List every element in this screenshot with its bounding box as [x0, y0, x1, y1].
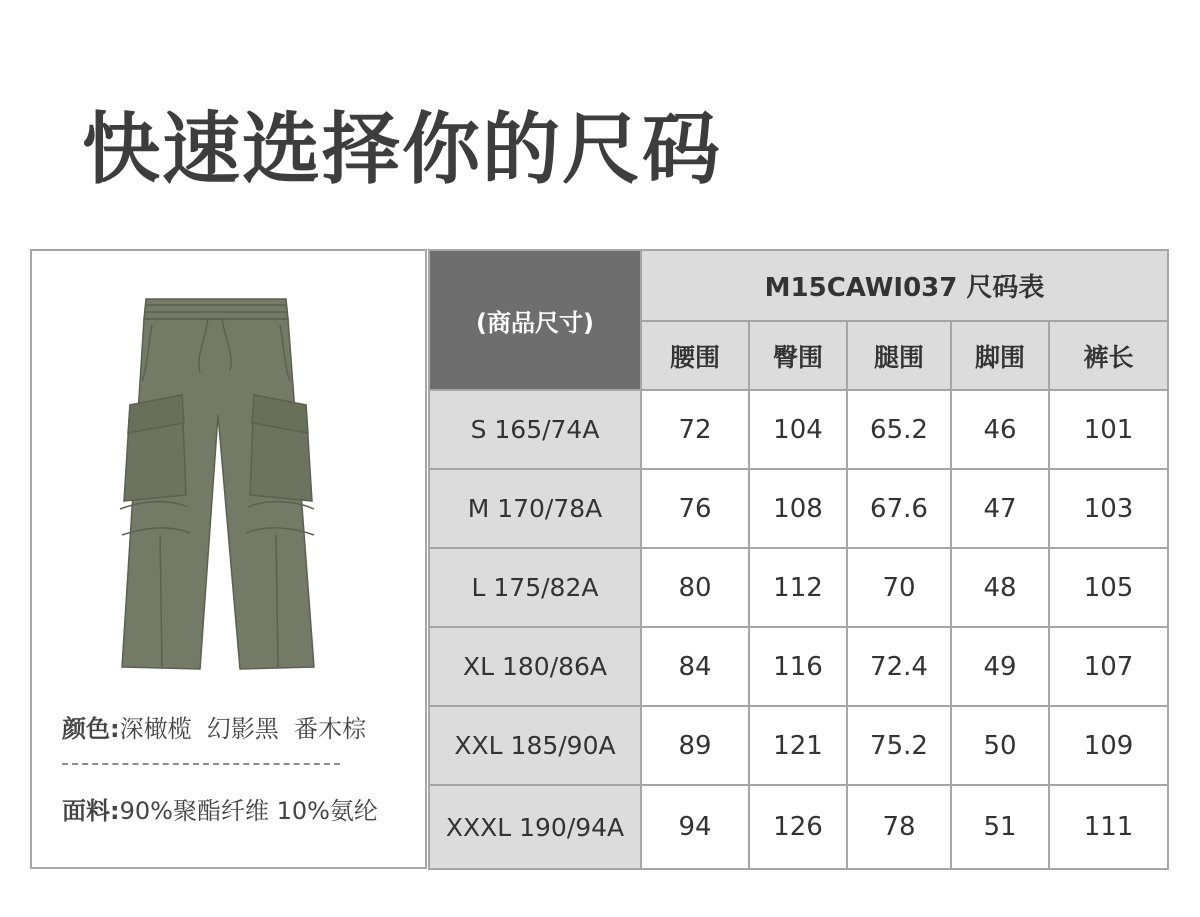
table-row	[429, 548, 1168, 627]
table-cell: 107	[1049, 627, 1168, 706]
table-cell: 116	[749, 627, 847, 706]
column-header: 腰围	[641, 321, 749, 390]
size-table	[428, 249, 1169, 870]
column-header: 裤长	[1049, 321, 1168, 390]
table-cell: 49	[951, 627, 1049, 706]
table-row	[429, 627, 1168, 706]
table-cell: 75.2	[847, 706, 951, 785]
column-header: 腿围	[847, 321, 951, 390]
size-label: L 175/82A	[429, 548, 641, 627]
table-cell: 47	[951, 469, 1049, 548]
table-cell: 48	[951, 548, 1049, 627]
dashed-divider	[62, 763, 340, 765]
table-cell: 72.4	[847, 627, 951, 706]
table-cell: 112	[749, 548, 847, 627]
cargo-pants-image	[104, 295, 332, 673]
table-cell: 111	[1049, 785, 1168, 869]
table-row	[429, 706, 1168, 785]
product-panel	[30, 249, 427, 869]
color-label: 颜色:	[62, 715, 120, 743]
table-cell: 89	[641, 706, 749, 785]
table-cell: 50	[951, 706, 1049, 785]
table-cell: 103	[1049, 469, 1168, 548]
table-cell: 78	[847, 785, 951, 869]
column-header: 脚围	[951, 321, 1049, 390]
size-label: XL 180/86A	[429, 627, 641, 706]
material-info	[62, 791, 378, 826]
table-cell: 76	[641, 469, 749, 548]
table-cell: 101	[1049, 390, 1168, 469]
table-title-row	[429, 250, 1168, 321]
table-cell: 65.2	[847, 390, 951, 469]
size-label: M 170/78A	[429, 469, 641, 548]
table-cell: 72	[641, 390, 749, 469]
table-row	[429, 390, 1168, 469]
material-label: 面料:	[62, 797, 120, 825]
column-header: 臀围	[749, 321, 847, 390]
table-cell: 80	[641, 548, 749, 627]
color-values: 深橄榄 幻影黑 番木棕	[119, 715, 367, 743]
table-cell: 84	[641, 627, 749, 706]
table-cell: 51	[951, 785, 1049, 869]
size-label: XXL 185/90A	[429, 706, 641, 785]
table-cell: 67.6	[847, 469, 951, 548]
table-row	[429, 785, 1168, 869]
table-row	[429, 469, 1168, 548]
size-label: XXXL 190/94A	[429, 785, 641, 869]
table-cell: 109	[1049, 706, 1168, 785]
material-values: 90%聚酯纤维 10%氨纶	[119, 797, 378, 825]
size-label: S 165/74A	[429, 390, 641, 469]
table-cell: 126	[749, 785, 847, 869]
table-cell: 104	[749, 390, 847, 469]
table-cell: 105	[1049, 548, 1168, 627]
color-info	[62, 709, 366, 744]
table-cell: 108	[749, 469, 847, 548]
size-corner-header: (商品尺寸)	[429, 250, 641, 390]
table-cell: 121	[749, 706, 847, 785]
table-cell: 46	[951, 390, 1049, 469]
table-cell: 70	[847, 548, 951, 627]
page-title: 快速选择你的尺码	[82, 105, 723, 195]
table-title: M15CAWI037 尺码表	[641, 250, 1168, 321]
table-cell: 94	[641, 785, 749, 869]
